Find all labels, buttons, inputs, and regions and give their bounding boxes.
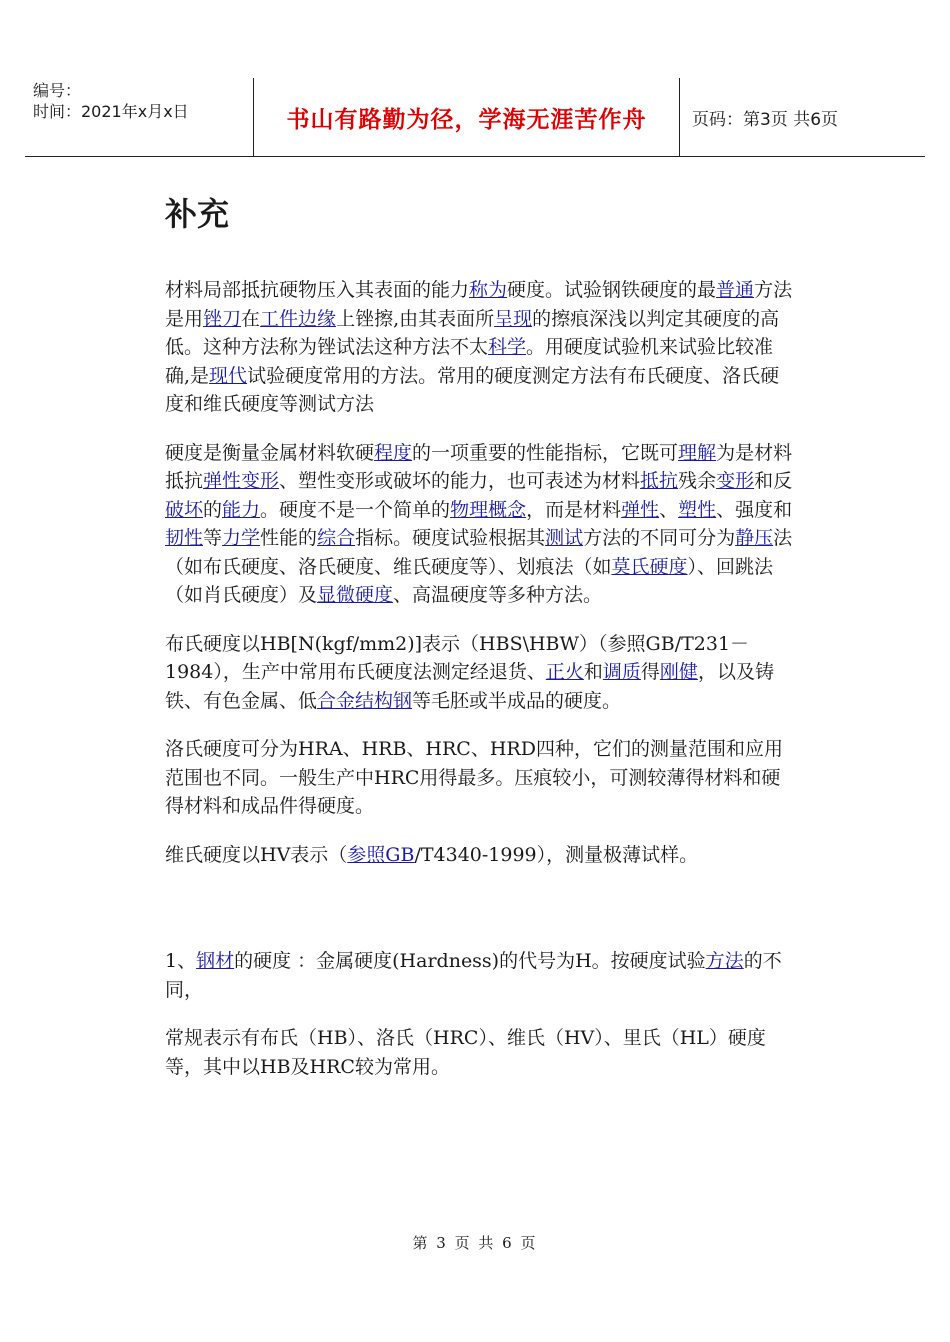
paragraph-6 xyxy=(165,947,795,1004)
document-number-label: 编号： xyxy=(33,81,82,100)
hyperlink[interactable]: 莫氏硬度 xyxy=(611,555,688,578)
hyperlink[interactable]: 钢材 xyxy=(196,950,235,972)
text-run: 、强度和 xyxy=(716,498,793,521)
text-run: 维氏硬度以HV表示（ xyxy=(165,843,348,866)
hyperlink[interactable]: 调质 xyxy=(602,661,641,683)
text-run: 。硬度不是一个简单的 xyxy=(260,498,451,521)
text-run: 残余 xyxy=(678,470,717,492)
text-run: 指标。硬度试验根据其 xyxy=(355,527,546,549)
section-spacer xyxy=(165,889,795,947)
text-run: 、塑性变形或破坏的能力，也可表述为材料 xyxy=(279,470,641,492)
hyperlink[interactable]: 锉刀 xyxy=(203,307,242,330)
text-run: 材料局部抵抗硬物压入其表面的能力 xyxy=(165,279,470,301)
hyperlink[interactable]: 正火 xyxy=(545,661,584,683)
hyperlink[interactable]: 刚健 xyxy=(659,661,698,683)
hyperlink[interactable]: 韧性 xyxy=(165,527,204,549)
text-run: 在 xyxy=(241,307,261,330)
hyperlink[interactable]: 称为 xyxy=(469,279,508,301)
text-run: 法（如布氏硬度、洛氏硬度、维氏硬度等）、划痕法（如 xyxy=(165,527,793,578)
hyperlink[interactable]: 测试 xyxy=(545,527,584,549)
hyperlink[interactable]: 变形 xyxy=(716,470,755,492)
section-title: 补充 xyxy=(165,195,230,233)
hyperlink[interactable]: 弹性变形 xyxy=(203,470,280,492)
text-run: 得 xyxy=(640,661,660,683)
paragraph-7 xyxy=(165,1024,795,1081)
document-time-label: 时间：2021年x月x日 xyxy=(33,102,189,121)
paragraph-2 xyxy=(165,439,795,610)
text-run: 、 xyxy=(659,498,679,521)
page-header xyxy=(25,78,925,157)
hyperlink[interactable]: 显微硬度 xyxy=(317,584,394,606)
text-run: 、高温硬度等多种方法。 xyxy=(393,584,603,606)
text-run: ，而是材料 xyxy=(526,498,622,521)
hyperlink[interactable]: 参照GB xyxy=(347,843,415,866)
header-page-label: 页码：第3页 共6页 xyxy=(692,109,839,130)
hyperlink[interactable]: 方法 xyxy=(705,950,744,972)
text-run: 等毛胚或半成品的硬度。 xyxy=(412,689,622,712)
text-run: 为是材料抵抗 xyxy=(165,441,793,492)
hyperlink[interactable]: 弹性 xyxy=(621,498,660,521)
paragraph-1 xyxy=(165,276,795,419)
hyperlink[interactable]: 普通 xyxy=(716,279,755,301)
text-run: 洛氏硬度可分为HRA、HRB、HRC、HRD四种，它们的测量范围和应用范围也不同。一般生产中HRC用得最多。压痕较小，可测较薄得材料和硬得材料和成品件得硬度。 xyxy=(165,738,783,817)
text-run: 常规表示有布氏（HB）、洛氏（HRC）、维氏（HV）、里氏（HL）硬度等，其中以HB及HRC较为常用。 xyxy=(165,1027,766,1078)
text-run: 1、 xyxy=(165,950,197,972)
paragraph-5 xyxy=(165,841,795,870)
text-run: 和 xyxy=(583,661,603,683)
hyperlink[interactable]: 程度 xyxy=(374,441,413,464)
text-run: 上锉擦,由其表面所 xyxy=(336,307,495,330)
hyperlink[interactable]: 力学 xyxy=(222,527,261,549)
text-run: /T4340-1999），测量极薄试样。 xyxy=(414,843,699,866)
document-body xyxy=(165,190,795,1101)
text-run: ）、回跳法（如肖氏硬度）及 xyxy=(165,555,774,606)
text-run: 。用硬度试验机来试验比较准确,是 xyxy=(165,336,774,387)
text-run: 性能的 xyxy=(260,527,318,549)
hyperlink[interactable]: 能力 xyxy=(222,498,261,521)
hyperlink[interactable]: 理解 xyxy=(678,441,717,464)
hyperlink[interactable]: 合金结构钢 xyxy=(317,689,413,712)
text-run: 硬度是衡量金属材料软硬 xyxy=(165,441,375,464)
text-run: 方法是用 xyxy=(165,279,793,330)
text-run: 的 xyxy=(203,498,223,521)
text-run: ，以及铸铁、有色金属、低 xyxy=(165,661,774,712)
header-meta xyxy=(25,78,254,156)
hyperlink[interactable]: 现代 xyxy=(209,364,248,387)
page-footer: 第 3 页 共 6 页 xyxy=(412,1234,538,1252)
hyperlink[interactable]: 破坏 xyxy=(165,498,204,521)
hyperlink[interactable]: 工件边缘 xyxy=(260,307,337,330)
text-run: 试验硬度常用的方法。常用的硬度测定方法有布氏硬度、洛氏硬度和维氏硬度等测试方法 xyxy=(165,364,780,415)
text-run: 方法的不同可分为 xyxy=(583,527,736,549)
paragraph-4 xyxy=(165,735,795,821)
hyperlink[interactable]: 科学 xyxy=(488,336,527,358)
text-run: 硬度。试验钢铁硬度的最 xyxy=(507,279,717,301)
header-motto: 书山有路勤为径，学海无涯苦作舟 xyxy=(254,78,680,156)
hyperlink[interactable]: 静压 xyxy=(735,527,774,549)
hyperlink[interactable]: 塑性 xyxy=(678,498,717,521)
text-run: 布氏硬度以HB[N(kgf/mm2)]表示（HBS\HBW）（参照GB/T231－1984），生产中常用布氏硬度法测定经退货、 xyxy=(165,632,750,683)
hyperlink[interactable]: 物理概念 xyxy=(450,498,527,521)
hyperlink[interactable]: 抵抗 xyxy=(640,470,679,492)
hyperlink[interactable]: 呈现 xyxy=(494,307,533,330)
text-run: 的硬度 ：金属硬度(Hardness)的代号为H。按硬度试验 xyxy=(234,950,706,972)
text-run: 和反 xyxy=(754,470,793,492)
text-run: 的擦痕深浅以判定其硬度的高低。这种方法称为锉试法这种方法不太 xyxy=(165,307,780,358)
text-run: 的一项重要的性能指标，它既可 xyxy=(412,441,679,464)
paragraph-3 xyxy=(165,630,795,716)
text-run: 等 xyxy=(203,527,223,549)
text-run: 的不同， xyxy=(165,950,782,1001)
hyperlink[interactable]: 综合 xyxy=(317,527,356,549)
